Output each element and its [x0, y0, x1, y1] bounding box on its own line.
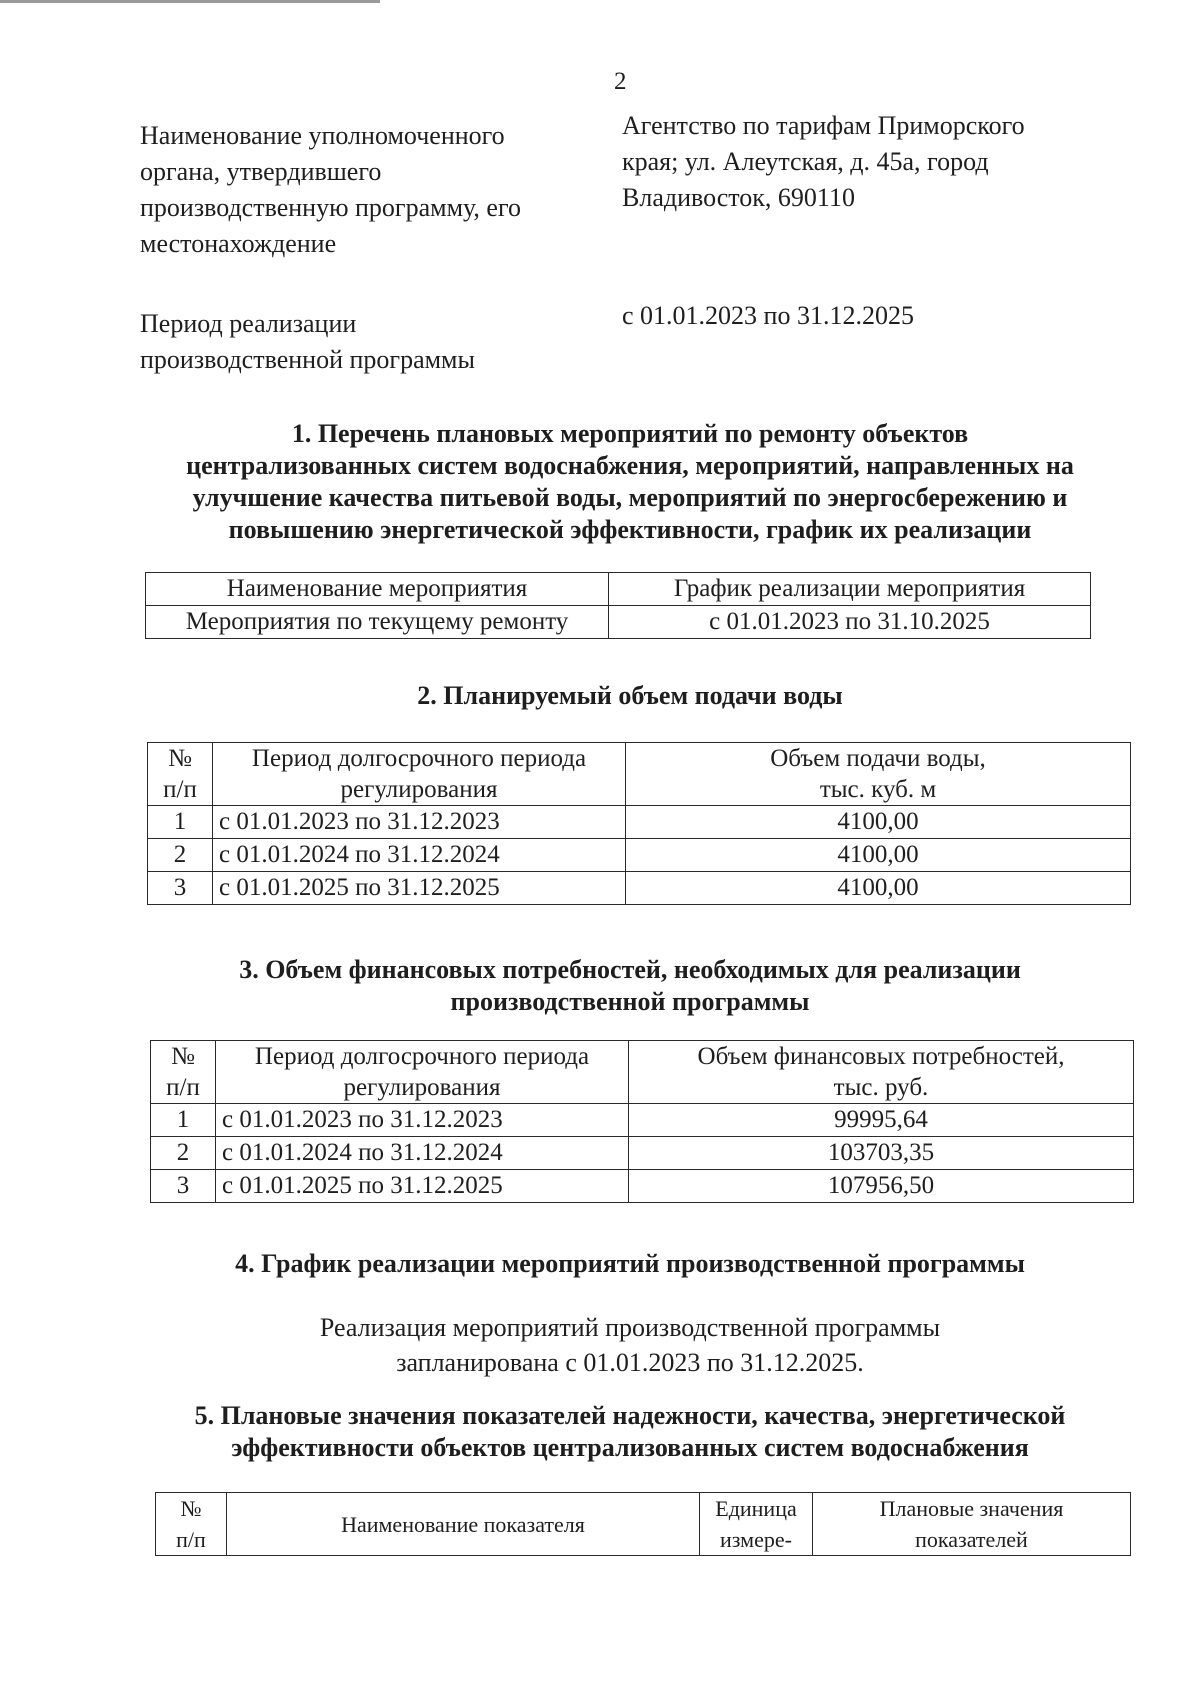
header-text: № [171, 1043, 195, 1070]
table-cell: с 01.01.2023 по 31.10.2025 [609, 606, 1091, 639]
authority-label-line: Наименование уполномоченного [140, 121, 505, 150]
section5-title-line: 5. Плановые значения показателей надежности, качества, энергетической [194, 1401, 1066, 1430]
authority-value [622, 108, 1092, 216]
header-cell-plan [813, 1493, 1131, 1556]
section4-title: 4. График реализации мероприятий производственной программы [235, 1249, 1025, 1278]
table-cell: 107956,50 [629, 1170, 1134, 1203]
header-text: Плановые значения [879, 1496, 1064, 1521]
header-text: п/п [163, 776, 197, 803]
table-cell: 3 [148, 872, 213, 905]
header-cell-number [151, 1041, 216, 1104]
header-text: регулирования [343, 1074, 501, 1101]
header-text: Период долгосрочного периода [251, 745, 587, 772]
table-cell: 1 [148, 806, 213, 839]
table-cell: с 01.01.2024 по 31.12.2024 [213, 839, 626, 872]
period-label [140, 306, 610, 378]
table-cell: 4100,00 [626, 872, 1131, 905]
table-cell: 99995,64 [629, 1104, 1134, 1137]
table-row [151, 1170, 1134, 1203]
section3-title-line: 3. Объем финансовых потребностей, необходимых для реализации [239, 955, 1021, 984]
authority-label [140, 118, 610, 262]
authority-value-line: края; ул. Алеутская, д. 45а, город [622, 147, 989, 176]
authority-label-line: местонахождение [140, 229, 337, 258]
table-header-row [146, 573, 1091, 606]
table-row [148, 839, 1131, 872]
table-cell: с 01.01.2024 по 31.12.2024 [216, 1137, 629, 1170]
header-text: Объем финансовых потребностей, [697, 1043, 1065, 1070]
table-cell: Мероприятия по текущему ремонту [146, 606, 609, 639]
authority-label-line: органа, утвердившего [140, 157, 382, 186]
header-text: Период долгосрочного периода [254, 1043, 590, 1070]
section4-text-line: Реализация мероприятий производственной программы [319, 1313, 941, 1342]
page-number: 2 [614, 68, 627, 95]
header-cell-unit [700, 1493, 813, 1556]
section5-title-line: эффективности объектов централизованных систем водоснабжения [231, 1433, 1029, 1462]
header-text: показателей [915, 1527, 1028, 1552]
table-row [146, 606, 1091, 639]
section1-title-line: улучшение качества питьевой воды, мероприятий по энергосбережению и [192, 483, 1068, 512]
table-row [151, 1104, 1134, 1137]
table-cell: с 01.01.2023 по 31.12.2023 [216, 1104, 629, 1137]
section1-title-line: повышению энергетической эффективности, график их реализации [228, 515, 1032, 544]
section3-title-line: производственной программы [450, 987, 810, 1016]
header-cell: График реализации мероприятия [609, 573, 1091, 606]
table-header-row [148, 743, 1131, 806]
section1-title-line: централизованных систем водоснабжения, мероприятий, направленных на [186, 451, 1074, 480]
header-text: № [180, 1496, 202, 1521]
section2-title: 2. Планируемый объем подачи воды [417, 681, 843, 710]
section1-title-line: 1. Перечень плановых мероприятий по ремонту объектов [291, 419, 969, 448]
header-cell-number [148, 743, 213, 806]
header-text: Единица [715, 1496, 797, 1521]
section1-table [145, 572, 1091, 639]
table-row [148, 872, 1131, 905]
section3-title [140, 954, 1120, 1018]
table-cell: 1 [151, 1104, 216, 1137]
header-text: п/п [176, 1527, 206, 1552]
header-text: регулирования [340, 776, 498, 803]
header-cell-value [626, 743, 1131, 806]
table-cell: 2 [148, 839, 213, 872]
header-text: № [168, 745, 192, 772]
authority-value-line: Владивосток, 690110 [622, 183, 855, 212]
section5-title [140, 1400, 1120, 1464]
table-cell: с 01.01.2025 по 31.12.2025 [213, 872, 626, 905]
table-cell: с 01.01.2023 по 31.12.2023 [213, 806, 626, 839]
table-cell: с 01.01.2025 по 31.12.2025 [216, 1170, 629, 1203]
table-row [151, 1137, 1134, 1170]
authority-value-line: Агентство по тарифам Приморского [622, 111, 1025, 140]
header-cell-value [629, 1041, 1134, 1104]
section5-table [155, 1492, 1131, 1556]
section3-table [150, 1040, 1134, 1203]
header-text: Объем подачи воды, [770, 745, 986, 772]
table-cell: 3 [151, 1170, 216, 1203]
authority-label-line: производственную программу, его [140, 193, 521, 222]
header-cell-period [216, 1041, 629, 1104]
period-label-line: производственной программы [140, 345, 475, 374]
header-text: тыс. руб. [833, 1074, 929, 1101]
header-cell: Наименование мероприятия [146, 573, 609, 606]
section1-title [140, 418, 1120, 546]
table-cell: 103703,35 [629, 1137, 1134, 1170]
table-cell: 2 [151, 1137, 216, 1170]
header-text: измере- [720, 1527, 792, 1552]
period-label-line: Период реализации [140, 309, 357, 338]
table-header-row [151, 1041, 1134, 1104]
table-cell: 4100,00 [626, 839, 1131, 872]
header-cell-period [213, 743, 626, 806]
table-header-row [156, 1493, 1131, 1556]
section2-table [147, 742, 1131, 905]
section4-text [140, 1310, 1120, 1380]
table-row [148, 806, 1131, 839]
table-cell: 4100,00 [626, 806, 1131, 839]
section4-text-line: запланирована с 01.01.2023 по 31.12.2025. [396, 1348, 864, 1377]
header-text: п/п [166, 1074, 200, 1101]
header-cell-number [156, 1493, 227, 1556]
header-cell-name: Наименование показателя [227, 1493, 700, 1556]
scan-edge-artifact [0, 0, 380, 3]
header-text: тыс. куб. м [819, 776, 937, 803]
period-value: с 01.01.2023 по 31.12.2025 [622, 301, 914, 330]
